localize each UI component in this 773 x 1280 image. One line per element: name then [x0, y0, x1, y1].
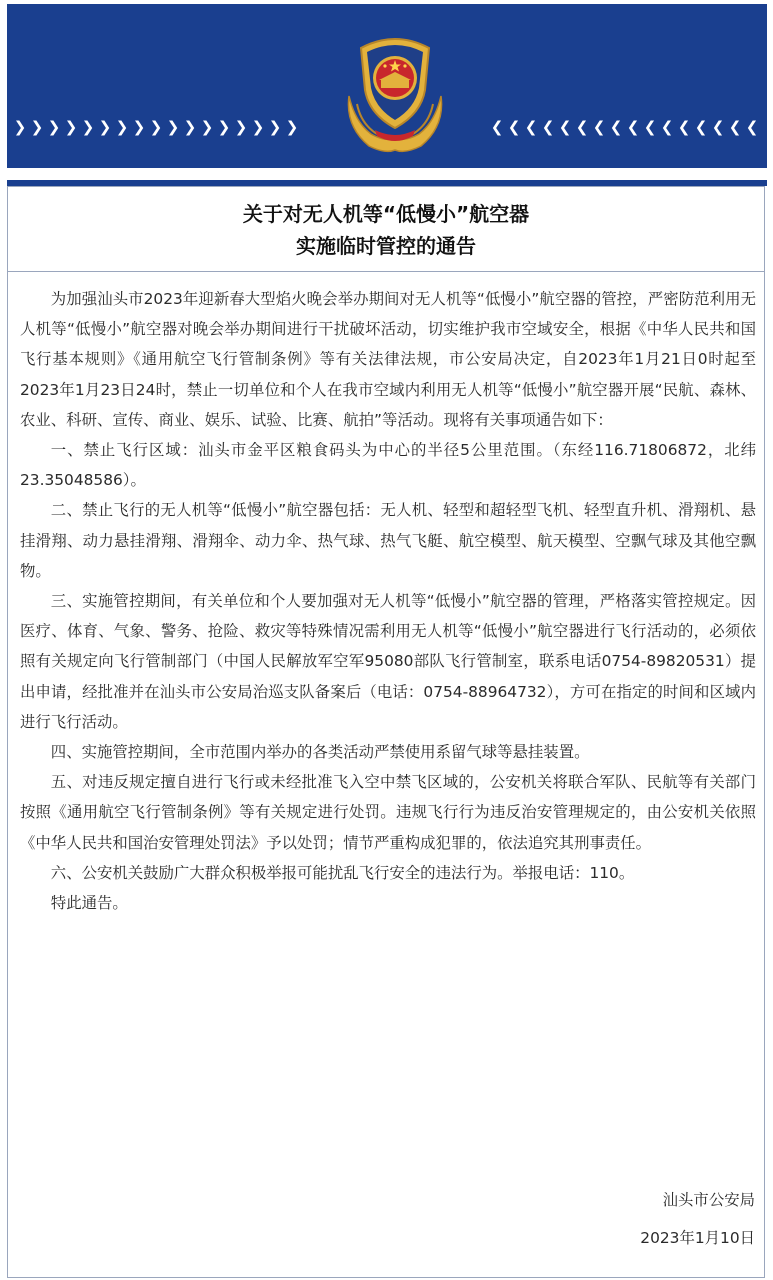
paragraph-item-2: 二、禁止飞行的无人机等“低慢小”航空器包括：无人机、轻型和超轻型飞机、轻型直升机、滑翔机、悬挂滑翔、动力悬挂滑翔、滑翔伞、动力伞、热气球、热气飞艇、航空模型、航天模型、空飘气球及其他空飘物。 — [20, 501, 756, 580]
paragraph-item-6: 六、公安机关鼓励广大群众积极举报可能扰乱飞行安全的违法行为。举报电话：110。 — [50, 863, 635, 882]
chevron-left-icon: ❮ — [524, 118, 538, 136]
chevron-right-icon: ❯ — [115, 118, 129, 136]
chevron-left-icon: ❮ — [558, 118, 572, 136]
paragraph-intro: 为加强汕头市2023年迎新春大型焰火晚会举办期间对无人机等“低慢小”航空器的管控，严密防范利用无人机等“低慢小”航空器对晚会举办期间进行干扰破坏活动，切实维护我市空域安全，根据《中华人民共和国飞行基本规则》《通用航空飞行管制条例》等有关法律法规，市公安局决定，自2023年1月21日0时起至2023年1月23日24时，禁止一切单位和个人在我市空域内利用无人机等“低慢小”航空器开展“民航、森林、农业、科研、宣传、商业、娱乐、试验、比赛、航拍”等活动。现将有关事项通告如下： — [20, 290, 756, 429]
chevron-left-icon: ❮ — [507, 118, 521, 136]
chevron-right-icon: ❯ — [30, 118, 44, 136]
chevron-left-icon: ❮ — [575, 118, 589, 136]
chevron-left-icon: ❮ — [643, 118, 657, 136]
chevron-right-icon: ❯ — [81, 118, 95, 136]
chevron-left-icon: ❮ — [490, 118, 504, 136]
chevron-right-icon: ❯ — [64, 118, 78, 136]
chevron-right-icon: ❯ — [217, 118, 231, 136]
chevron-right-icon: ❯ — [47, 118, 61, 136]
chevron-right-icon: ❯ — [132, 118, 146, 136]
chevron-right-icon: ❯ — [234, 118, 248, 136]
paragraph-item-3: 三、实施管控期间，有关单位和个人要加强对无人机等“低慢小”航空器的管理，严格落实管控规定。因医疗、体育、气象、警务、抢险、救灾等特殊情况需利用无人机等“低慢小”航空器进行飞行活动的，必须依照有关规定向飞行管制部门（中国人民解放军空军95080部队飞行管制室，联系电话0754-89820531）提出申请，经批准并在汕头市公安局治巡支队备案后（电话：0754-88964732），方可在指定的时间和区域内进行飞行活动。 — [20, 592, 756, 731]
title-line-2: 实施临时管控的通告 — [296, 234, 476, 258]
paragraph-item-5: 五、对违反规定擅自进行飞行或未经批准飞入空中禁飞区域的，公安机关将联合军队、民航等有关部门按照《通用航空飞行管制条例》等有关规定进行处罚。违规飞行行为违反治安管理规定的，由公安机关依照《中华人民共和国治安管理处罚法》予以处罚；情节严重构成犯罪的，依法追究其刑事责任。 — [20, 773, 756, 852]
chevron-right-icon: ❯ — [149, 118, 163, 136]
chevron-right-icon: ❯ — [166, 118, 180, 136]
header-banner — [7, 4, 767, 168]
chevron-strip-left — [13, 116, 299, 138]
signature-org: 汕头市公安局 — [662, 1191, 755, 1209]
chevron-left-icon: ❮ — [711, 118, 725, 136]
chevron-left-icon: ❮ — [694, 118, 708, 136]
chevron-right-icon: ❯ — [285, 118, 299, 136]
paragraph-item-4: 四、实施管控期间，全市范围内举办的各类活动严禁使用系留气球等悬挂装置。 — [50, 743, 590, 762]
paragraph-closing: 特此通告。 — [50, 894, 128, 913]
chevron-left-icon: ❮ — [541, 118, 555, 136]
chevron-left-icon: ❮ — [745, 118, 759, 136]
chevron-left-icon: ❮ — [677, 118, 691, 136]
chevron-strip-right — [490, 116, 759, 138]
chevron-right-icon: ❯ — [200, 118, 214, 136]
chevron-right-icon: ❯ — [13, 118, 27, 136]
chevron-left-icon: ❮ — [609, 118, 623, 136]
chevron-right-icon: ❯ — [251, 118, 265, 136]
chevron-left-icon: ❮ — [626, 118, 640, 136]
chevron-left-icon: ❮ — [728, 118, 742, 136]
paragraph-item-1: 一、禁止飞行区域：汕头市金平区粮食码头为中心的半径5公里范围。（东经116.71806872，北纬23.35048586）。 — [20, 441, 756, 490]
chevron-right-icon: ❯ — [183, 118, 197, 136]
chevron-right-icon: ❯ — [268, 118, 282, 136]
notice-body — [20, 284, 756, 918]
chevron-right-icon: ❯ — [98, 118, 112, 136]
police-emblem-icon — [339, 26, 451, 156]
notice-title — [7, 186, 765, 272]
signature-date: 2023年1月10日 — [640, 1229, 755, 1247]
title-line-1: 关于对无人机等“低慢小”航空器 — [242, 202, 530, 226]
chevron-left-icon: ❮ — [660, 118, 674, 136]
chevron-left-icon: ❮ — [592, 118, 606, 136]
